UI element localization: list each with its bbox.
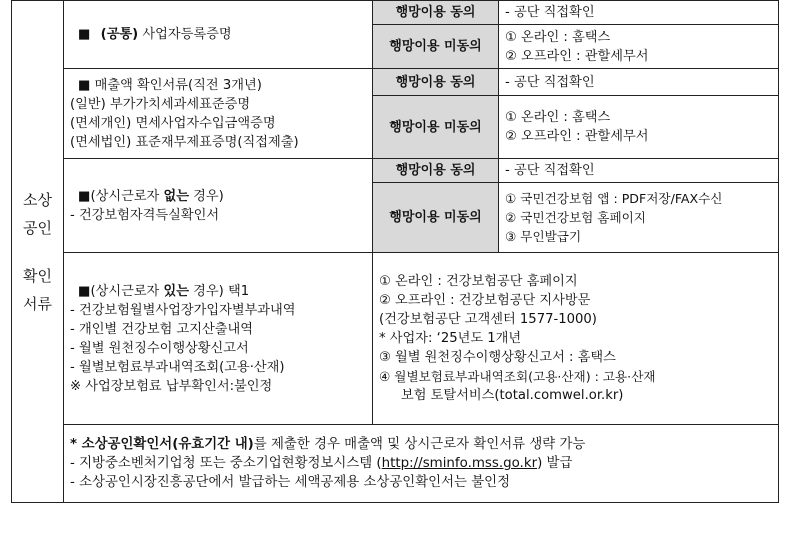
consent-label: 행망이용 동의 bbox=[373, 159, 499, 183]
sales-item: (일반) 부가가치세과세표준증명 bbox=[70, 96, 251, 112]
method-item: ① 온라인 : 홈택스 bbox=[505, 29, 611, 45]
method-item: ④ 월별보험료부과내역조회(고용·산재) : 고용·산재 bbox=[379, 369, 656, 384]
nonconsent-label: 행망이용 미동의 bbox=[373, 25, 499, 69]
requirements-table bbox=[11, 0, 779, 503]
method-item: ② 오프라인 : 관할세무서 bbox=[505, 48, 649, 64]
consent-label: 행망이용 동의 bbox=[373, 1, 499, 25]
category-cell bbox=[12, 1, 64, 503]
note-item: - 지방중소벤처기업청 또는 중소기업현황정보시스템 (http://sminfo.mss.go.kr) 발급 bbox=[70, 456, 573, 471]
employee-methods bbox=[373, 253, 779, 425]
doc-text: 사업자등록증명 bbox=[138, 27, 232, 42]
method-item: ① 온라인 : 건강보험공단 홈페이지 bbox=[379, 274, 578, 289]
nonconsent-methods bbox=[499, 183, 779, 253]
category-line: 확인 bbox=[23, 266, 52, 285]
employee-docs bbox=[64, 253, 373, 425]
sales-docs bbox=[64, 69, 373, 159]
doc-bold: (공통) bbox=[100, 27, 139, 42]
business-registration-doc bbox=[64, 1, 373, 69]
method-item: ③ 월별 원천징수이행상황신고서 : 홈택스 bbox=[379, 350, 616, 365]
employee-item: - 월별 원천징수이행상황신고서 bbox=[70, 340, 249, 356]
sales-heading: ■ 매출액 확인서류(직전 3개년) bbox=[78, 77, 262, 93]
category-line: 서류 bbox=[23, 294, 52, 313]
method-item: ① 온라인 : 홈택스 bbox=[505, 110, 611, 125]
method-item: ② 국민건강보험 홈페이지 bbox=[505, 210, 646, 225]
method-item: * 사업자: ‘25년도 1개년 bbox=[379, 331, 522, 346]
consent-text: - 공단 직접확인 bbox=[499, 1, 779, 25]
employee-heading: ■(상시근로자 있는 경우) 택1 bbox=[78, 283, 250, 299]
sales-item: (면세법인) 표준재무제표증명(직접제출) bbox=[70, 134, 299, 150]
method-item: ① 국민건강보험 앱 : PDF저장/FAX수신 bbox=[505, 191, 723, 206]
consent-text: - 공단 직접확인 bbox=[499, 69, 779, 96]
notes-cell bbox=[64, 425, 779, 503]
no-employee-item: - 건강보험자격득실확인서 bbox=[70, 207, 220, 223]
sales-item: (면세개인) 면세사업자수입금액증명 bbox=[70, 115, 276, 131]
note-item: - 소상공인시장진흥공단에서 발급하는 세액공제용 소상공인확인서는 불인정 bbox=[70, 475, 511, 490]
employee-item: - 개인별 건강보험 고지산출내역 bbox=[70, 321, 253, 337]
consent-text: - 공단 직접확인 bbox=[499, 159, 779, 183]
method-item: ② 오프라인 : 건강보험공단 지사방문 bbox=[379, 293, 591, 308]
method-item: ③ 무인발급기 bbox=[505, 229, 582, 244]
employee-note: ※ 사업장보험료 납부확인서:불인정 bbox=[70, 378, 273, 394]
nonconsent-methods bbox=[499, 96, 779, 159]
nonconsent-label: 행망이용 미동의 bbox=[373, 96, 499, 159]
category-line: 소상 bbox=[23, 190, 52, 209]
note-item: * 소상공인확인서(유효기간 내)를 제출한 경우 매출액 및 상시근로자 확인서류 생략 가능 bbox=[70, 437, 586, 452]
nonconsent-label: 행망이용 미동의 bbox=[373, 183, 499, 253]
no-employee-heading: ■(상시근로자 없는 경우) bbox=[78, 188, 224, 204]
employee-item: - 월별보험료부과내역조회(고용·산재) bbox=[70, 359, 285, 375]
method-item: 보험 토탈서비스(total.comwel.or.kr) bbox=[401, 388, 624, 403]
method-item: (건강보험공단 고객센터 1577-1000) bbox=[379, 312, 597, 327]
bullet-icon: ■ bbox=[78, 27, 91, 42]
no-employee-docs bbox=[64, 159, 373, 253]
consent-label: 행망이용 동의 bbox=[373, 69, 499, 96]
employee-item: - 건강보험월별사업장가입자별부과내역 bbox=[70, 302, 296, 318]
method-item: ② 오프라인 : 관할세무서 bbox=[505, 129, 649, 144]
category-line: 공인 bbox=[23, 218, 52, 237]
sminfo-link[interactable]: http://sminfo.mss.go.kr bbox=[381, 456, 538, 471]
nonconsent-methods bbox=[499, 25, 779, 69]
